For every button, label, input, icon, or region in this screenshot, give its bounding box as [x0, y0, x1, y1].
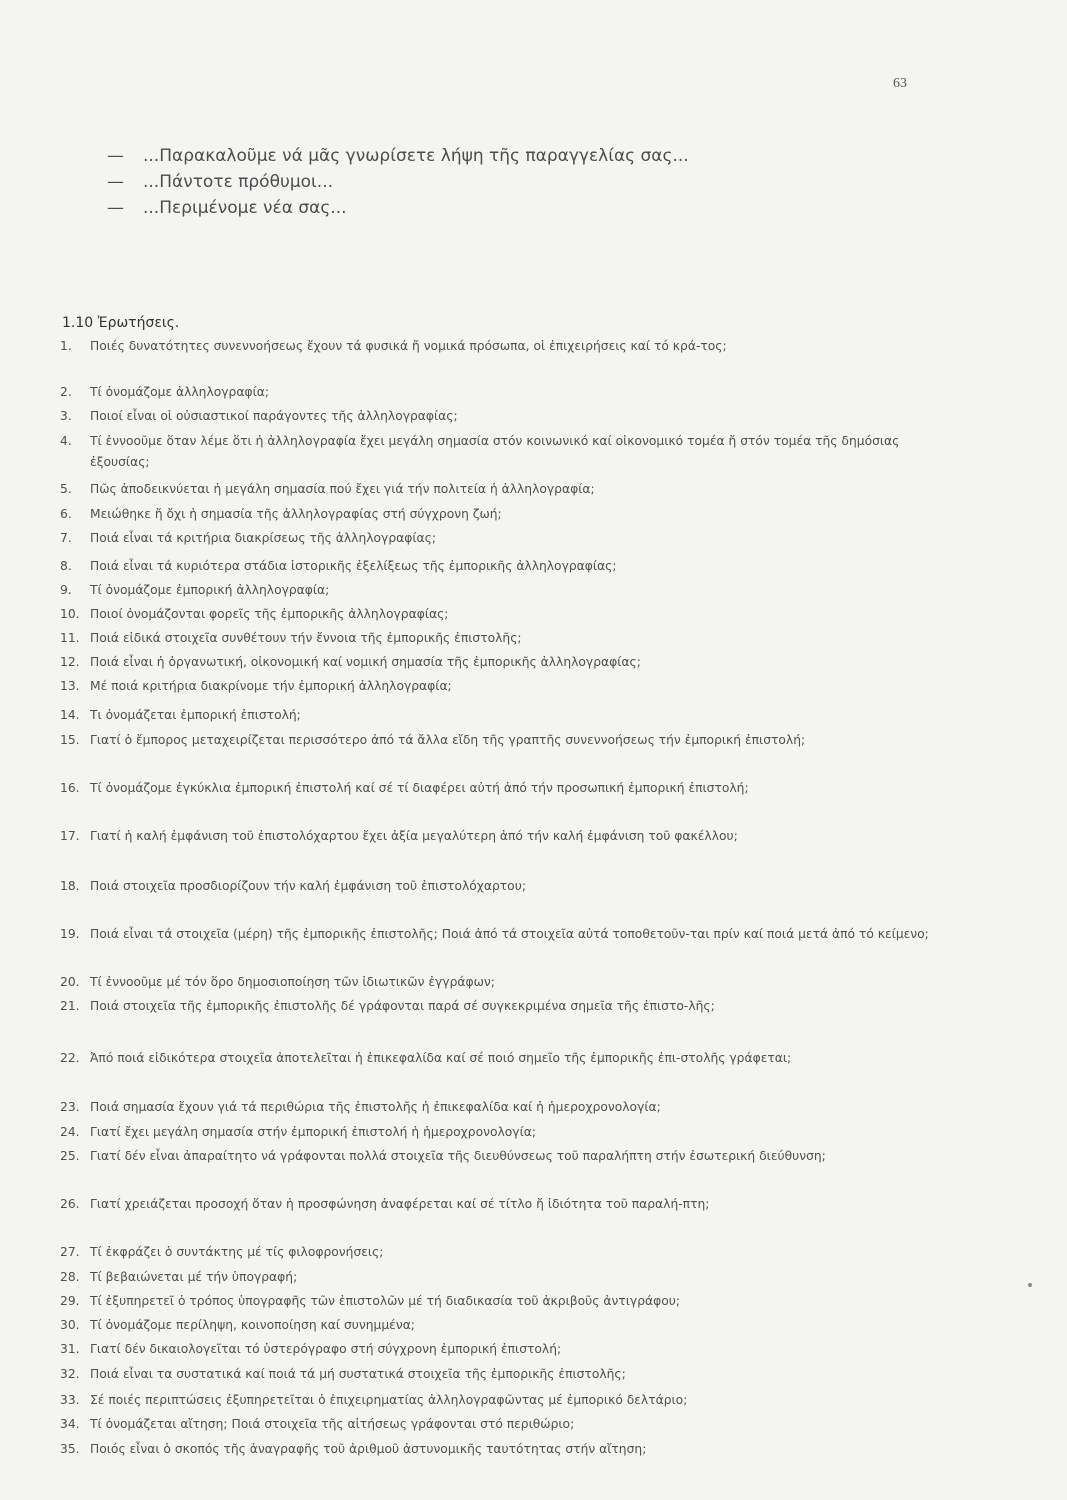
- question-number: 29.: [60, 1294, 80, 1308]
- question-number: 4.: [60, 434, 72, 448]
- question-text: Γιατί δέν εἶναι ἀπαραίτητο νά γράφονται πολλά στοιχεῖα τῆς διευθύνσεως τοῦ παραλήπτη στήν ἐσωτερική διεύθυνση;: [90, 1149, 826, 1163]
- question-number: 16.: [60, 781, 80, 795]
- question-text: Γιατί ἡ καλή ἐμφάνιση τοῦ ἐπιστολόχαρτου ἔχει ἀξία μεγαλύτερη ἀπό τήν καλή ἐμφάνιση τοῦ φακέλλου;: [90, 829, 738, 843]
- question-item: [60, 628, 940, 649]
- question-item: [60, 826, 940, 847]
- question-number: 28.: [60, 1270, 80, 1284]
- question-text: Τί ὀνομάζομε περίληψη, κοινοποίηση καί συνημμένα;: [90, 1318, 415, 1332]
- question-text: Ποιοί εἶναι οἱ οὐσιαστικοί παράγοντες τῆς ἀλληλογραφίας;: [90, 409, 458, 423]
- question-item: [60, 1267, 940, 1288]
- question-item: [60, 504, 940, 525]
- section-title: 1.10 Ἐρωτήσεις.: [62, 315, 180, 331]
- question-item: [60, 1097, 940, 1118]
- question-text: Μειώθηκε ἤ ὄχι ἡ σημασία τῆς ἀλληλογραφίας στή σύγχρονη ζωή;: [90, 507, 502, 521]
- question-text: Ποιά εἶναι ἡ ὀργανωτική, οἰκονομική καί νομική σημασία τῆς ἐμπορικῆς ἀλληλογραφίας;: [90, 655, 641, 669]
- question-text: Ποιά εἶναι τά στοιχεῖα (μέρη) τῆς ἐμπορικῆς ἐπιστολῆς; Ποιά ἀπό τά στοιχεῖα αὐτά τοποθετοῦν-ται πρίν καί ποιά μετά ἀπό τό κείμενο;: [90, 927, 929, 941]
- dash: —: [107, 146, 124, 166]
- question-text: Τί ὀνομάζομε ἀλληλογραφία;: [90, 385, 269, 399]
- closing-phrase: [107, 169, 927, 195]
- question-text: Τί ἐκφράζει ὁ συντάκτης μέ τίς φιλοφρονήσεις;: [90, 1245, 384, 1259]
- question-item: [60, 1364, 940, 1385]
- question-number: 19.: [60, 927, 80, 941]
- question-text: Σέ ποιές περιπτώσεις ἐξυπηρετεῖται ὁ ἐπιχειρηματίας ἀλληλογραφῶντας μέ ἐμπορικό δελτάριο;: [90, 1393, 688, 1407]
- question-number: 30.: [60, 1318, 80, 1332]
- question-text: Γιατί ἔχει μεγάλη σημασία στήν ἐμπορική ἐπιστολή ἡ ἡμεροχρονολογία;: [90, 1125, 536, 1139]
- question-item: [60, 1048, 940, 1069]
- question-item: [60, 705, 940, 726]
- question-number: 7.: [60, 531, 72, 545]
- question-number: 24.: [60, 1125, 80, 1139]
- question-text: Ποιοί ὀνομάζονται φορεῖς τῆς ἐμπορικῆς ἀλληλογραφίας;: [90, 607, 449, 621]
- closing-phrase: [107, 195, 927, 221]
- question-text: Τί ἐξυπηρετεῖ ὁ τρόπος ὑπογραφῆς τῶν ἐπιστολῶν μέ τή διαδικασία τοῦ ἀκριβοῦς ἀντιγράφου;: [90, 1294, 680, 1308]
- question-number: 12.: [60, 655, 80, 669]
- question-item: [60, 431, 940, 473]
- question-item: [60, 676, 940, 697]
- question-item: [60, 876, 940, 897]
- question-text: Γιατί ὁ ἔμπορος μεταχειρίζεται περισσότερο ἀπό τά ἄλλα εἴδη τῆς γραπτῆς συνεννοήσεως τήν ἐμπορική ἐπιστολή;: [90, 733, 806, 747]
- question-text: Τί ἐννοοῦμε μέ τόν ὅρο δημοσιοποίηση τῶν ἰδιωτικῶν ἐγγράφων;: [90, 975, 495, 989]
- dash: —: [107, 172, 124, 192]
- question-number: 26.: [60, 1197, 80, 1211]
- question-number: 22.: [60, 1051, 80, 1065]
- question-text: Ποιός εἶναι ὁ σκοπός τῆς ἀναγραφῆς τοῦ ἀριθμοῦ ἀστυνομικῆς ταυτότητας στήν αἴτηση;: [90, 1442, 647, 1456]
- dash: —: [107, 198, 124, 218]
- question-number: 11.: [60, 631, 80, 645]
- question-number: 3.: [60, 409, 72, 423]
- question-item: [60, 652, 940, 673]
- question-number: 18.: [60, 879, 80, 893]
- question-number: 6.: [60, 507, 72, 521]
- question-text: Ποιά εἶναι τά κυριότερα στάδια ἱστορικῆς ἐξελίξεως τῆς ἐμπορικῆς ἀλληλογραφίας;: [90, 559, 617, 573]
- question-item: [60, 1414, 940, 1435]
- question-item: [60, 778, 940, 799]
- question-number: 17.: [60, 829, 80, 843]
- question-item: [60, 556, 940, 577]
- question-text: Τί ὀνομάζεται αἴτηση; Ποιά στοιχεῖα τῆς αἰτήσεως γράφονται στό περιθώριο;: [90, 1417, 575, 1431]
- question-number: 20.: [60, 975, 80, 989]
- question-text: Τί ἐννοοῦμε ὅταν λέμε ὅτι ἡ ἀλληλογραφία ἔχει μεγάλη σημασία στόν κοινωνικό καί οἰκονομικό τομέα ἤ στόν τομέα τῆς δημόσιας ἐξουσίας;: [90, 434, 900, 469]
- question-text: Τί ὀνομάζομε ἐμπορική ἀλληλογραφία;: [90, 583, 330, 597]
- question-text: Ποιά εἶναι τά κριτήρια διακρίσεως τῆς ἀλληλογραφίας;: [90, 531, 436, 545]
- question-number: 15.: [60, 733, 80, 747]
- question-item: [60, 1339, 940, 1360]
- closing-phrase: [107, 143, 927, 169]
- question-text: Ποιά στοιχεῖα τῆς ἐμπορικῆς ἐπιστολῆς δέ γράφονται παρά σέ συγκεκριμένα σημεῖα τῆς ἐπιστο-λῆς;: [90, 999, 715, 1013]
- question-item: [60, 580, 940, 601]
- question-text: Ποιά εἶναι τα συστατικά καί ποιά τά μή συστατικά στοιχεῖα τῆς ἐμπορικῆς ἐπιστολῆς;: [90, 1367, 626, 1381]
- question-text: Πῶς ἀποδεικνύεται ἡ μεγάλη σημασία πού ἔχει γιά τήν πολιτεία ἡ ἀλληλογραφία;: [90, 482, 595, 496]
- question-item: [60, 1390, 940, 1411]
- question-number: 10.: [60, 607, 80, 621]
- question-number: 34.: [60, 1417, 80, 1431]
- question-item: [60, 1291, 940, 1312]
- question-number: 2.: [60, 385, 72, 399]
- question-item: [60, 1122, 940, 1143]
- question-number: 25.: [60, 1149, 80, 1163]
- question-text: Ἀπό ποιά εἰδικότερα στοιχεῖα ἀποτελεῖται ἡ ἐπικεφαλίδα καί σέ ποιό σημεῖο τῆς ἐμπορικῆς ἐπι-στολῆς γράφεται;: [90, 1051, 792, 1065]
- question-item: [60, 336, 940, 357]
- question-text: Τί βεβαιώνεται μέ τήν ὑπογραφή;: [90, 1270, 298, 1284]
- question-number: 9.: [60, 583, 72, 597]
- question-text: Ποιά εἰδικά στοιχεῖα συνθέτουν τήν ἔννοια τῆς ἐμπορικῆς ἐπιστολῆς;: [90, 631, 522, 645]
- question-item: [60, 1242, 940, 1263]
- question-item: [60, 1146, 940, 1167]
- question-item: [60, 1439, 940, 1460]
- page-number: 63: [893, 76, 907, 91]
- question-item: [60, 1194, 940, 1215]
- question-text: Ποιές δυνατότητες συνεννοήσεως ἔχουν τά φυσικά ἤ νομικά πρόσωπα, οἱ ἐπιχειρήσεις καί τό κρά-τος;: [90, 339, 727, 353]
- closing-text: ...Παρακαλοῦμε νά μᾶς γνωρίσετε λήψη τῆς παραγγελίας σας...: [143, 146, 689, 166]
- question-item: [60, 730, 940, 751]
- closing-text: ...Πάντοτε πρόθυμοι...: [143, 172, 334, 192]
- question-text: Μέ ποιά κριτήρια διακρίνομε τήν ἐμπορική ἀλληλογραφία;: [90, 679, 452, 693]
- question-item: [60, 1315, 940, 1336]
- closing-text: ...Περιμένομε νέα σας...: [143, 198, 347, 218]
- question-item: [60, 406, 940, 427]
- question-number: 35.: [60, 1442, 80, 1456]
- question-number: 33.: [60, 1393, 80, 1407]
- question-number: 31.: [60, 1342, 80, 1356]
- question-item: [60, 479, 940, 500]
- closing-phrases: [107, 143, 927, 221]
- question-number: 14.: [60, 708, 80, 722]
- question-text: Τί ὀνομάζομε ἐγκύκλια ἐμπορική ἐπιστολή καί σέ τί διαφέρει αὐτή ἀπό τήν προσωπική ἐμπορική ἐπιστολή;: [90, 781, 749, 795]
- question-item: [60, 924, 940, 945]
- question-text: Γιατί δέν δικαιολογεῖται τό ὑστερόγραφο στή σύγχρονη ἐμπορική ἐπιστολή;: [90, 1342, 562, 1356]
- question-text: Ποιά σημασία ἔχουν γιά τά περιθώρια τῆς ἐπιστολῆς ἡ ἐπικεφαλίδα καί ἡ ἡμεροχρονολογία;: [90, 1100, 661, 1114]
- question-number: 23.: [60, 1100, 80, 1114]
- question-number: 21.: [60, 999, 80, 1013]
- question-number: 1.: [60, 339, 72, 353]
- ink-speck: [1028, 1283, 1032, 1287]
- question-item: [60, 382, 940, 403]
- question-text: Ποιά στοιχεῖα προσδιορίζουν τήν καλή ἐμφάνιση τοῦ ἐπιστολόχαρτου;: [90, 879, 526, 893]
- question-item: [60, 604, 940, 625]
- question-number: 13.: [60, 679, 80, 693]
- question-item: [60, 972, 940, 993]
- question-number: 27.: [60, 1245, 80, 1259]
- question-text: Τι ὀνομάζεται ἐμπορική ἐπιστολή;: [90, 708, 301, 722]
- question-number: 32.: [60, 1367, 80, 1381]
- question-number: 5.: [60, 482, 72, 496]
- question-item: [60, 996, 940, 1017]
- question-text: Γιατί χρειάζεται προσοχή ὅταν ἡ προσφώνηση ἀναφέρεται καί σέ τίτλο ἤ ἰδιότητα τοῦ παραλή-πτη;: [90, 1197, 710, 1211]
- question-number: 8.: [60, 559, 72, 573]
- question-item: [60, 528, 940, 549]
